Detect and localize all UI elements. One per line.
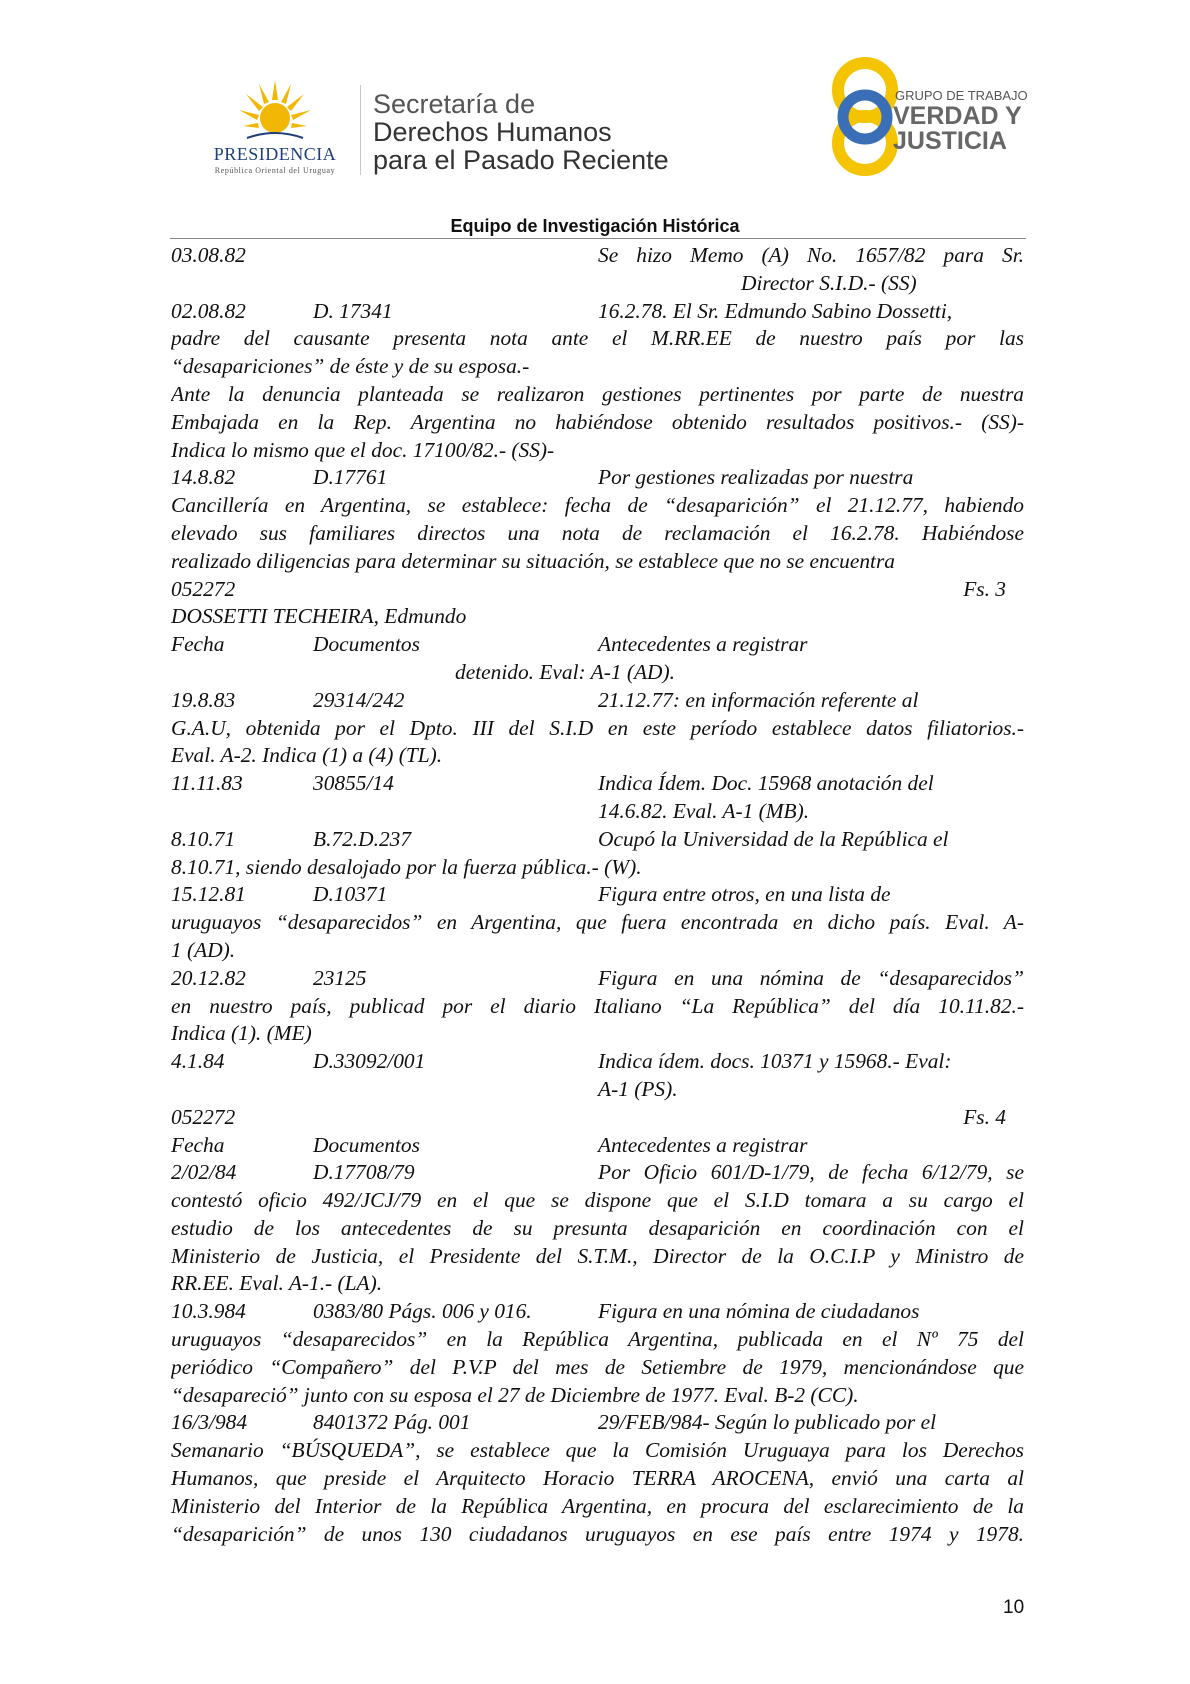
body-line: RR.EE. Eval. A-1.- (LA).: [171, 1271, 383, 1296]
continuation-line: [171, 659, 1024, 687]
entry-text: Por Oficio 601/D-1/79, de fecha 6/12/79, se: [598, 1160, 1024, 1185]
entry-date: 2/02/84: [171, 1160, 237, 1185]
presidencia-subtitle: República Oriental del Uruguay: [214, 166, 336, 175]
body-line: en nuestro país, publicad por el diario Italiano “La República” del día 10.11.82.-: [171, 993, 1024, 1018]
justicia-line: JUSTICIA: [893, 127, 1007, 155]
body-line: “desaparición” de unos 130 ciudadanos uruguayos en ese país entre 1974 y 1978.: [171, 1521, 1024, 1546]
header-antecedentes: Antecedentes a registrar: [598, 632, 808, 657]
entry-date: 4.1.84: [171, 1049, 225, 1074]
entry-date: 19.8.83: [171, 687, 236, 712]
secretaria-title: [373, 90, 669, 174]
entry-row: [171, 770, 1024, 798]
secretaria-line-1: Secretaría de: [373, 89, 536, 119]
body-line: 8.10.71, siendo desalojado por la fuerza pública.- (W).: [171, 854, 642, 879]
body-line: Embajada en la Rep. Argentina no habiéndose obtenido resultados positivos.- (SS)-: [171, 409, 1024, 434]
entry-date: 15.12.81: [171, 882, 246, 907]
folio-number: Fs. 3: [963, 576, 1006, 601]
entry-row: [171, 1409, 1024, 1437]
body-line: uruguayos “desaparecidos” en Argentina, que fuera encontrada en dicho país. Eval. A-: [171, 910, 1024, 935]
header-fecha: Fecha: [171, 1132, 225, 1157]
entry-text: Se hizo Memo (A) No. 1657/82 para Sr.: [598, 243, 1024, 267]
entry-text: Figura entre otros, en una lista de: [598, 882, 891, 907]
body-line: Ministerio de Justicia, el Presidente del S.T.M., Director de la O.C.I.P y Ministro de: [171, 1243, 1024, 1268]
body-line: realizado diligencias para determinar su situación, se establece que no se encuentra: [171, 548, 895, 573]
entry-document: D.17708/79: [313, 1160, 415, 1185]
entry-document: 23125: [313, 965, 367, 990]
entry-document: 0383/80 Págs. 006 y 016.: [313, 1299, 532, 1324]
entry-row: [171, 881, 1024, 909]
entry-row: [171, 1298, 1024, 1326]
body-line: elevado sus familiares directos una nota de reclamación el 16.2.78. Habiéndose: [171, 520, 1024, 545]
folio-number: Fs. 4: [963, 1104, 1006, 1129]
entry-date: 11.11.83: [171, 771, 243, 796]
header-documentos: Documentos: [313, 632, 420, 657]
body-line: Indica (1). (ME): [171, 1021, 312, 1046]
entry-document: D. 17341: [313, 298, 393, 323]
entry-text: Indica Ídem. Doc. 15968 anotación del: [598, 771, 934, 796]
entry-text: Ocupó la Universidad de la República el: [598, 826, 949, 851]
body-line: 1 (AD).: [171, 937, 236, 962]
entry-document: D.10371: [313, 882, 388, 907]
entry-text: Indica ídem. docs. 10371 y 15968.- Eval:: [598, 1049, 952, 1074]
header-rule: [170, 238, 1026, 239]
subject-name: DOSSETTI TECHEIRA, Edmundo: [171, 604, 467, 629]
continuation-line: [171, 1076, 1024, 1104]
body-line: Indica lo mismo que el doc. 17100/82.- (SS)-: [171, 437, 555, 462]
entry-row: [171, 242, 1024, 270]
page-number: 10: [1003, 1597, 1025, 1618]
entry-text: 21.12.77: en información referente al: [598, 687, 919, 712]
entry-row: [171, 965, 1024, 993]
file-number: 052272: [171, 576, 236, 601]
body-line: contestó oficio 492/JCJ/79 en el que se dispone que el S.I.D tomara a su cargo el: [171, 1188, 1024, 1213]
entry-date: 8.10.71: [171, 826, 236, 851]
indented-text: A-1 (PS).: [598, 1076, 678, 1101]
body-line: padre del causante presenta nota ante el M.RR.EE de nuestro país por las: [171, 326, 1024, 351]
verdad-justicia-title: [893, 104, 1022, 154]
indented-text: Director S.I.D.- (SS): [741, 270, 917, 295]
entry-document: B.72.D.237: [313, 826, 412, 851]
header-fecha: Fecha: [171, 632, 225, 657]
entry-date: 02.08.82: [171, 298, 246, 323]
entry-document: 29314/242: [313, 687, 405, 712]
body-line: Eval. A-2. Indica (1) a (4) (TL).: [171, 743, 443, 768]
entry-text: Figura en una nómina de ciudadanos: [598, 1299, 920, 1324]
entry-date: 10.3.984: [171, 1299, 246, 1324]
entry-document: 8401372 Pág. 001: [313, 1410, 471, 1435]
folio-row: [171, 1104, 1024, 1132]
entry-document: D.17761: [313, 465, 388, 490]
header-antecedentes: Antecedentes a registrar: [598, 1132, 808, 1157]
entry-document: D.33092/001: [313, 1049, 426, 1074]
presidencia-name: PRESIDENCIA: [213, 144, 337, 164]
verdad-line: VERDAD Y: [893, 102, 1022, 130]
entry-row: [171, 298, 1024, 326]
entry-text: Figura en una nómina de “desaparecidos”: [598, 965, 1024, 990]
entry-row: [171, 1159, 1024, 1187]
column-headers: [171, 631, 1024, 659]
entry-document: 30855/14: [313, 771, 394, 796]
body-line: “desapareció” junto con su esposa el 27 de Diciembre de 1977. Eval. B-2 (CC).: [171, 1382, 859, 1407]
presidencia-logo: [195, 78, 355, 178]
continuation-line: [171, 798, 1024, 826]
team-heading: Equipo de Investigación Histórica: [450, 216, 740, 236]
entry-date: 03.08.82: [171, 243, 246, 267]
file-number: 052272: [171, 1104, 236, 1129]
entry-row: [171, 1048, 1024, 1076]
body-line: uruguayos “desaparecidos” en la República Argentina, publicada en el Nº 75 del: [171, 1327, 1024, 1352]
entry-row: [171, 826, 1024, 854]
entry-text: 29/FEB/984- Según lo publicado por el: [598, 1410, 937, 1435]
secretaria-line-2: Derechos Humanos: [373, 117, 612, 147]
entry-date: 20.12.82: [171, 965, 246, 990]
indented-text: 14.6.82. Eval. A-1 (MB).: [598, 798, 810, 823]
body-line: Cancillería en Argentina, se establece: fecha de “desaparición” el 21.12.77, habiendo: [171, 493, 1024, 518]
header-documentos: Documentos: [313, 1132, 420, 1157]
entry-text: 16.2.78. El Sr. Edmundo Sabino Dossetti,: [598, 298, 953, 323]
body-line: G.A.U, obtenida por el Dpto. III del S.I.D en este período establece datos filiatorios.-: [171, 715, 1024, 740]
entry-text: Por gestiones realizadas por nuestra: [598, 465, 914, 490]
grupo-trabajo-label: GRUPO DE TRABAJO: [895, 88, 1028, 103]
header-divider: [360, 85, 361, 175]
body-line: “desapariciones” de éste y de su esposa.-: [171, 354, 530, 379]
body-line: Humanos, que preside el Arquitecto Horacio TERRA AROCENA, envió una carta al: [171, 1466, 1024, 1491]
document-body: [171, 242, 1024, 1548]
body-line: Ante la denuncia planteada se realizaron gestiones pertinentes por parte de nuestra: [171, 381, 1024, 406]
entry-date: 14.8.82: [171, 465, 236, 490]
sun-emblem-icon: [237, 78, 313, 142]
body-line: Semanario “BÚSQUEDA”, se establece que la Comisión Uruguaya para los Derechos: [171, 1438, 1024, 1463]
body-line: Ministerio del Interior de la República Argentina, en procura del esclarecimiento de la: [171, 1493, 1024, 1518]
secretaria-line-3: para el Pasado Reciente: [373, 145, 669, 175]
body-line: estudio de los antecedentes de su presunta desaparición en coordinación con el: [171, 1215, 1024, 1240]
entry-row: [171, 464, 1024, 492]
folio-row: [171, 576, 1024, 604]
entry-date: 16/3/984: [171, 1410, 248, 1435]
body-line: periódico “Compañero” del P.V.P del mes de Setiembre de 1979, mencionándose que: [171, 1354, 1024, 1379]
entry-row: [171, 687, 1024, 715]
continuation-line: [171, 270, 1024, 298]
column-headers: [171, 1132, 1024, 1160]
indented-text: detenido. Eval: A-1 (AD).: [455, 659, 675, 684]
